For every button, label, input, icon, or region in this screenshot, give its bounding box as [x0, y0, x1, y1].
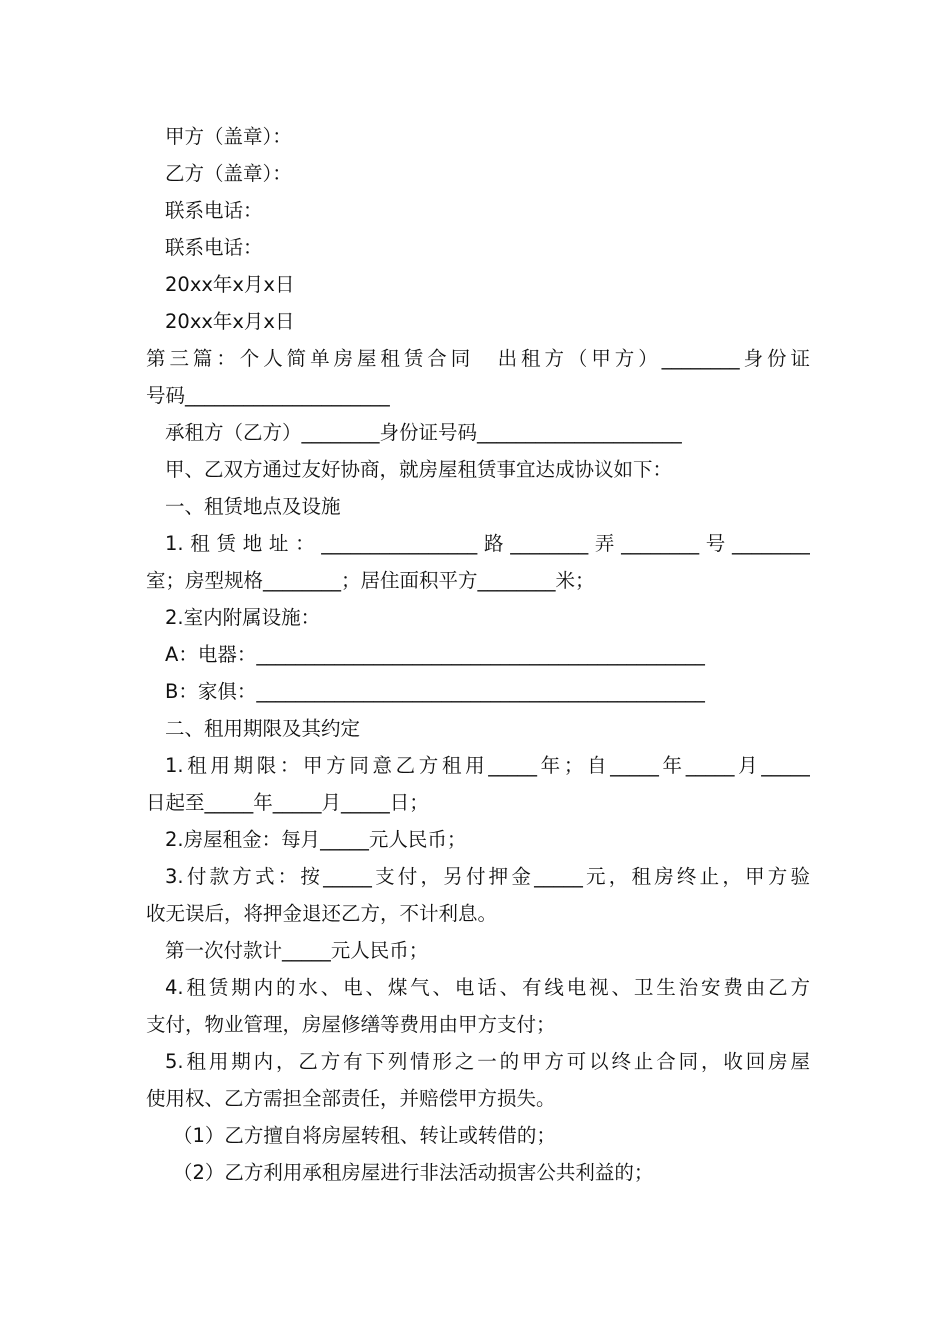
- text-line: 使用权、乙方需担全部责任，并赔偿甲方损失。: [146, 1087, 556, 1110]
- text-line: 5.租用期内，乙方有下列情形之一的甲方可以终止合同，收回房屋: [165, 1050, 810, 1073]
- text-line: 20xx年x月x日: [165, 273, 295, 296]
- text-line: A：电器：______________________________________________: [165, 643, 705, 666]
- text-line: 一、租赁地点及设施: [165, 495, 341, 518]
- text-line: 第一次付款计_____元人民币；: [165, 939, 429, 962]
- text-line: 联系电话：: [165, 236, 263, 259]
- document-body: [146, 118, 810, 1191]
- text-line: 号码_____________________: [146, 384, 390, 407]
- text-line: 20xx年x月x日: [165, 310, 295, 333]
- text-line: 支付，物业管理，房屋修缮等费用由甲方支付；: [146, 1013, 556, 1036]
- text-line: 室；房型规格________；居住面积平方________米；: [146, 569, 595, 592]
- text-line: 3.付款方式：按_____支付，另付押金_____元，租房终止，甲方验: [165, 865, 810, 888]
- text-line: 2.室内附属设施：: [165, 606, 321, 629]
- text-line: 甲方（盖章）：: [165, 125, 292, 148]
- text-line: 乙方（盖章）：: [165, 162, 292, 185]
- text-line: 4.租赁期内的水、电、煤气、电话、有线电视、卫生治安费由乙方: [165, 976, 810, 999]
- text-line: 1.租赁地址：________________路________弄________号________: [165, 532, 810, 555]
- text-line: 甲、乙双方通过友好协商，就房屋租赁事宜达成协议如下：: [165, 458, 673, 481]
- text-line: 承租方（乙方）________身份证号码_____________________: [165, 421, 682, 444]
- text-line: （2）乙方利用承租房屋进行非法活动损害公共利益的；: [173, 1161, 654, 1184]
- text-line: 收无误后，将押金退还乙方，不计利息。: [146, 902, 498, 925]
- text-line: 第三篇：个人简单房屋租赁合同 出租方（甲方）________身份证: [146, 347, 810, 370]
- text-line: 联系电话：: [165, 199, 263, 222]
- text-line: B：家俱：______________________________________________: [165, 680, 705, 703]
- text-line: 日起至_____年_____月_____日；: [146, 791, 429, 814]
- text-line: 二、租用期限及其约定: [165, 717, 361, 740]
- text-line: 2.房屋租金：每月_____元人民币；: [165, 828, 467, 851]
- text-line: （1）乙方擅自将房屋转租、转让或转借的；: [173, 1124, 556, 1147]
- text-line: 1.租用期限：甲方同意乙方租用_____年；自_____年_____月_____: [165, 754, 810, 777]
